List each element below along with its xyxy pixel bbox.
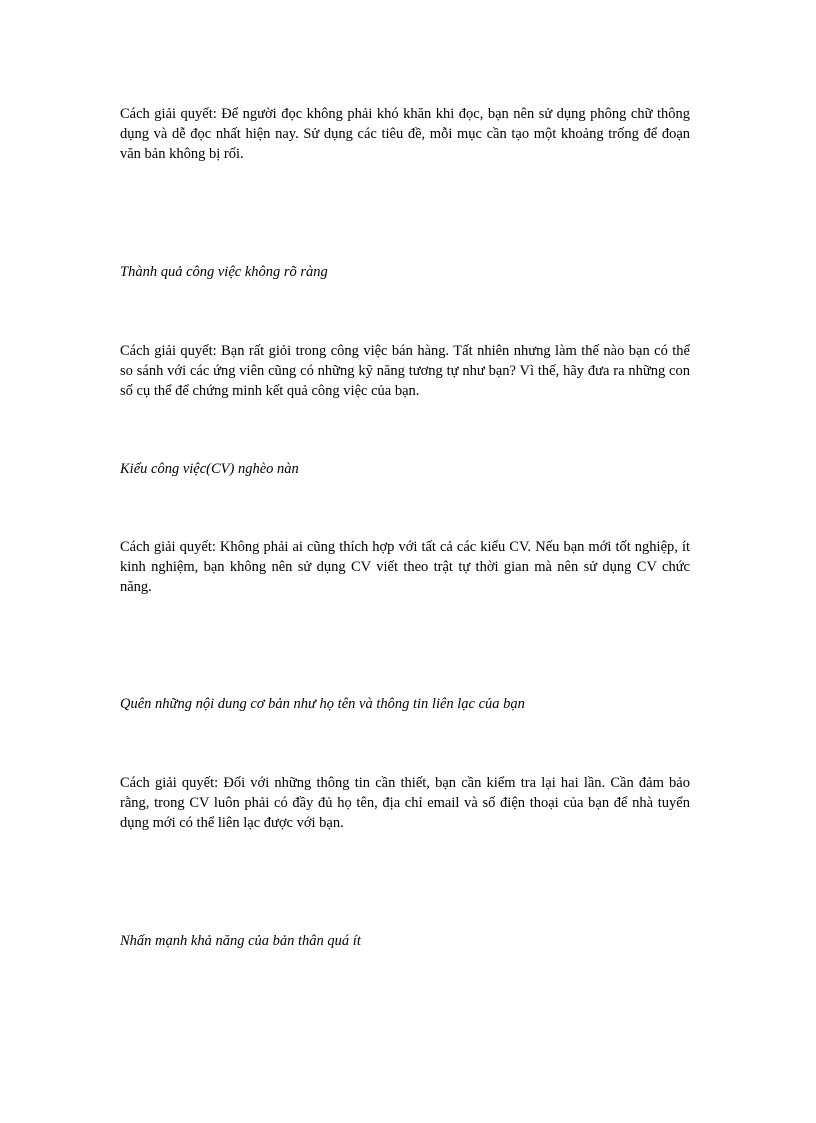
paragraph-contact-info-solution: Cách giải quyết: Đối với những thông tin cần thiết, bạn cần kiểm tra lại hai lần. Cần đảm bảo rằng, trong CV luôn phải có đầy đủ họ tên, địa chỉ email và số điện thoại của bạn để nhà tuyển dụng mới có thể liên lạc được với bạn. [120,775,690,831]
paragraph-font-readability: Cách giải quyết: Để người đọc không phải khó khăn khi đọc, bạn nên sử dụng phông chữ thông dụng và dễ đọc nhất hiện nay. Sử dụng các tiêu đề, mỗi mục cần tạo một khoảng trống để đoạn văn bản không bị rối. [120,106,690,162]
paragraph-cv-type-solution: Cách giải quyết: Không phải ai cũng thích hợp với tất cả các kiểu CV. Nếu bạn mới tốt nghiệp, ít kinh nghiệm, bạn không nên sử dụng CV viết theo trật tự thời gian mà nên sử dụng CV chức năng. [120,539,690,595]
paragraph-results-solution: Cách giải quyết: Bạn rất giỏi trong công việc bán hàng. Tất nhiên nhưng làm thế nào bạn có thể so sánh với các ứng viên cũng có những kỹ năng tương tự như bạn? Vì thế, hãy đưa ra những con số cụ thể để chứng minh kết quả công việc của bạn. [120,343,690,399]
heading-unclear-results: Thành quả công việc không rõ ràng [120,264,328,280]
heading-understated-abilities: Nhấn mạnh khả năng của bản thân quá ít [120,933,361,949]
heading-poor-cv-type: Kiểu công việc(CV) nghèo nàn [120,461,299,477]
heading-missing-contact-info: Quên những nội dung cơ bản như họ tên và thông tin liên lạc của bạn [120,696,525,712]
